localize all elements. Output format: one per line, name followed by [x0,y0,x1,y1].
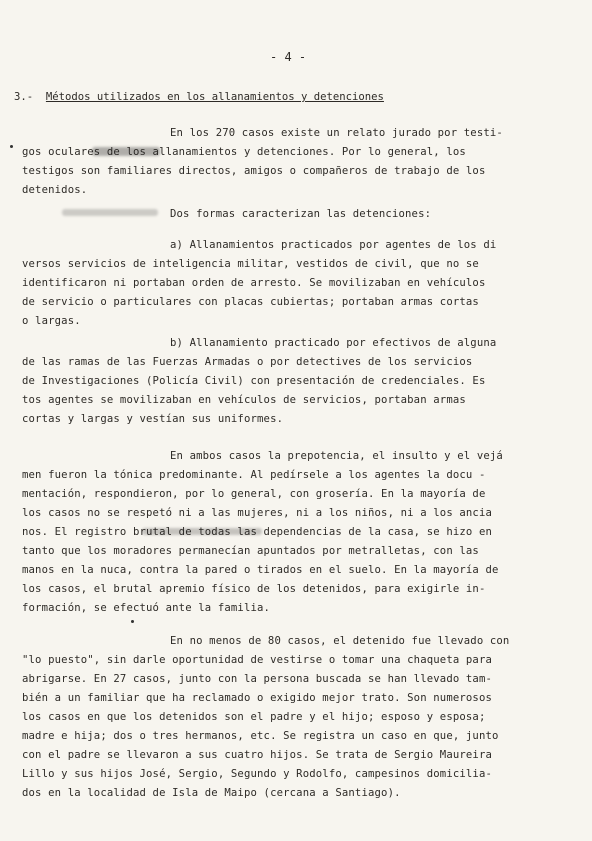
text-line: de Investigaciones (Policía Civil) con presentación de credenciales. Es [22,375,486,387]
text-line: con el padre se llevaron a sus cuatro hijos. Se trata de Sergio Maureira [22,749,493,761]
text-line: cortas y largas y vestían sus uniformes. [22,413,284,425]
ink-smudge [62,209,158,216]
text-line: manos en la nuca, contra la pared o tirados en el suelo. En la mayoría de [22,564,499,576]
text-line: "lo puesto", sin darle oportunidad de vestirse o tomar una chaqueta para [22,654,493,666]
ink-dot [10,145,13,148]
ink-smudge [142,528,262,535]
section-heading [14,91,384,103]
text-line: o largas. [22,315,81,327]
text-line: los casos en que los detenidos son el padre y el hijo; esposo y esposa; [22,711,486,723]
text-line: identificaron ni portaban orden de arresto. Se movilizaban en vehículos [22,277,486,289]
text-line: a) Allanamientos practicados por agentes de los di [170,239,497,251]
text-line: dos en la localidad de Isla de Maipo (cercana a Santiago). [22,787,401,799]
text-line: abrigarse. En 27 casos, junto con la persona buscada se han llevado tam- [22,673,493,685]
text-line: madre e hija; dos o tres hermanos, etc. Se registra un caso en que, junto [22,730,499,742]
page-number: - 4 - [270,50,307,64]
section-number: 3.- [14,91,34,103]
text-line: gos oculares de los allanamientos y detenciones. Por lo general, los [22,146,466,158]
text-line: tos agentes se movilizaban en vehículos de servicios, portaban armas [22,394,466,406]
text-line: bién a un familiar que ha reclamado o exigido mejor trato. Son numerosos [22,692,493,704]
text-line: testigos son familiares directos, amigos o compañeros de trabajo de los [22,165,486,177]
text-line: men fueron la tónica predominante. Al pedírsele a los agentes la docu - [22,469,486,481]
section-title: Métodos utilizados en los allanamientos y detenciones [45,91,384,103]
text-line: b) Allanamiento practicado por efectivos de alguna [170,337,497,349]
text-line: En los 270 casos existe un relato jurado por testi- [170,127,503,139]
text-line: detenidos. [22,184,88,196]
text-line: Lillo y sus hijos José, Sergio, Segundo y Rodolfo, campesinos domicilia- [22,768,493,780]
text-line: mentación, respondieron, por lo general, con grosería. En la mayoría de [22,488,486,500]
text-line: nos. El registro brutal de todas las dependencias de la casa, se hizo en [22,526,493,538]
text-line: tanto que los moradores permanecían apuntados por metralletas, con las [22,545,479,557]
text-line: En ambos casos la prepotencia, el insulto y el vejá [170,450,503,462]
text-line: de las ramas de las Fuerzas Armadas o por detectives de los servicios [22,356,473,368]
text-line: versos servicios de inteligencia militar, vestidos de civil, que no se [22,258,479,270]
text-line: de servicio o particulares con placas cubiertas; portaban armas cortas [22,296,479,308]
text-line: En no menos de 80 casos, el detenido fue llevado con [170,635,510,647]
ink-dot [131,620,134,623]
text-line: Dos formas caracterizan las detenciones: [170,208,432,220]
text-line: formación, se efectuó ante la familia. [22,602,271,614]
ink-smudge [92,147,160,156]
text-line: los casos no se respetó ni a las mujeres, ni a los niños, ni a los ancia [22,507,493,519]
text-line: los casos, el brutal apremio físico de los detenidos, para exigirle in- [22,583,486,595]
